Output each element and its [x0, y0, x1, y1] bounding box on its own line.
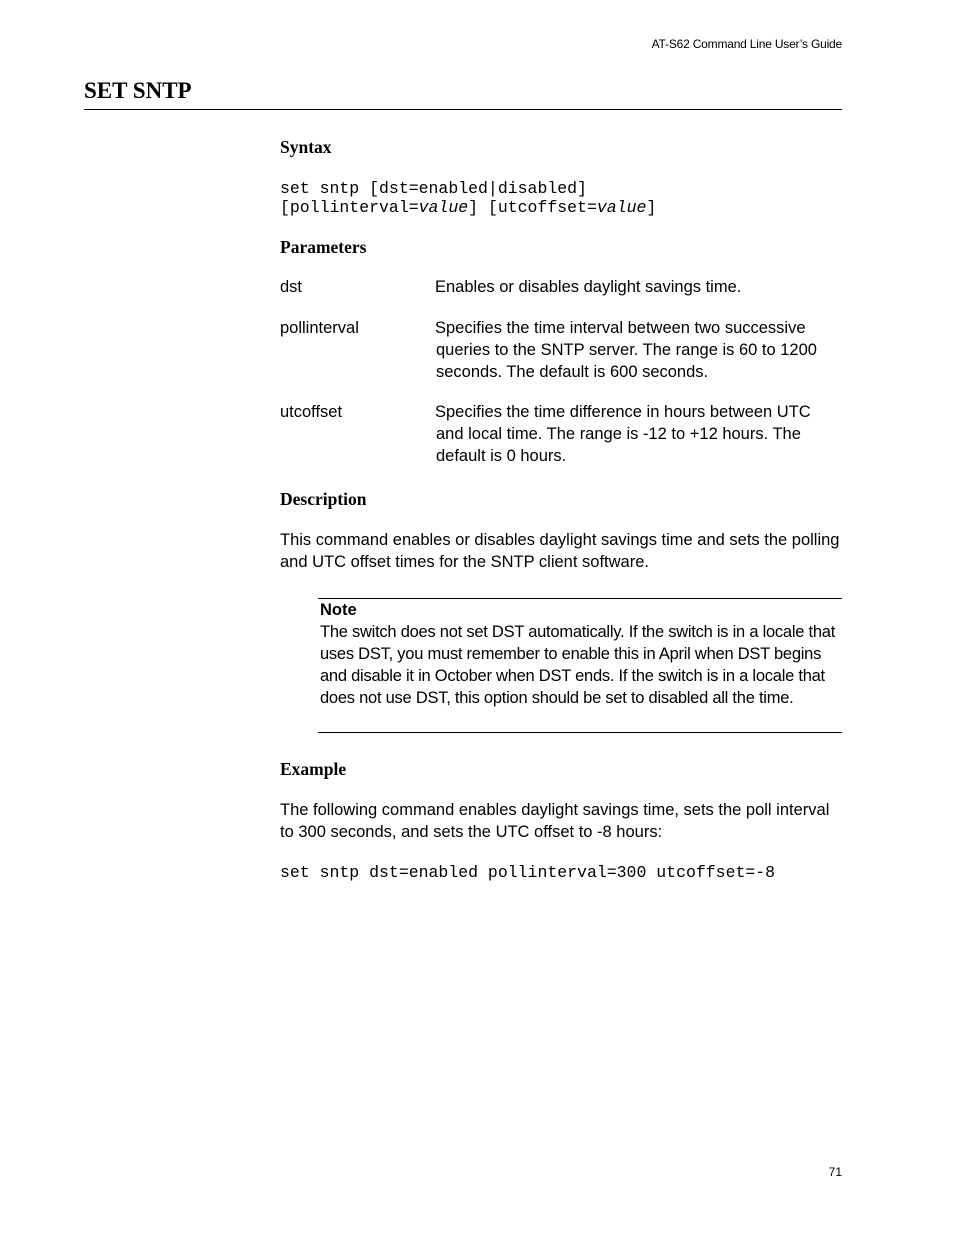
param-desc-pollinterval-rest: queries to the SNTP server. The range is 60 to 1200 seconds. The default is 600 seconds.: [436, 341, 817, 381]
note-label: Note: [320, 601, 357, 619]
example-command: set sntp dst=enabled pollinterval=300 utcoffset=-8: [280, 863, 776, 882]
running-header: AT-S62 Command Line User’s Guide: [651, 37, 842, 51]
syntax-heading: Syntax: [280, 137, 332, 157]
param-desc-pollinterval-first: Specifies the time interval between two successive: [435, 319, 806, 337]
param-desc-dst-first: Enables or disables daylight savings time.: [435, 278, 742, 296]
note-text: The switch does not set DST automatically. If the switch is in a locale that uses DST, you must remember to enable this in April when DST begins and disable it in October when DST ends. If the switch is in a locale that does not use DST, this option should be set to disabled all the time.: [320, 623, 836, 707]
description-text: This command enables or disables daylight savings time and sets the polling and UTC offset times for the SNTP client software.: [280, 531, 840, 571]
title-divider: [84, 109, 842, 110]
param-desc-utcoffset: [435, 401, 842, 467]
syntax-line-2-e: ]: [646, 198, 657, 217]
param-desc-pollinterval: [435, 317, 842, 383]
example-text: The following command enables daylight savings time, sets the poll interval to 300 seconds, and sets the UTC offset to -8 hours:: [280, 801, 830, 841]
syntax-line-2-value-1: value: [418, 198, 469, 217]
syntax-line-2: [280, 198, 656, 217]
param-name-pollinterval: pollinterval: [280, 319, 359, 337]
example-heading: Example: [280, 759, 347, 779]
note-box: [318, 598, 842, 733]
param-name-dst: dst: [280, 278, 303, 296]
syntax-line-2-value-2: value: [596, 198, 647, 217]
param-name-utcoffset: utcoffset: [280, 403, 343, 421]
syntax-line-2-c: ] [utcoffset=: [468, 198, 597, 217]
parameters-heading: Parameters: [280, 237, 367, 257]
description-heading: Description: [280, 489, 367, 509]
param-desc-utcoffset-rest: and local time. The range is -12 to +12 hours. The default is 0 hours.: [436, 425, 801, 465]
syntax-line-2-a: [pollinterval=: [280, 198, 419, 217]
param-desc-utcoffset-first: Specifies the time difference in hours between UTC: [435, 403, 811, 421]
syntax-line-1: set sntp [dst=enabled|disabled]: [280, 179, 587, 198]
page-title: SET SNTP: [84, 78, 192, 103]
page-number: 71: [828, 1165, 842, 1179]
param-desc-dst: [435, 276, 842, 298]
